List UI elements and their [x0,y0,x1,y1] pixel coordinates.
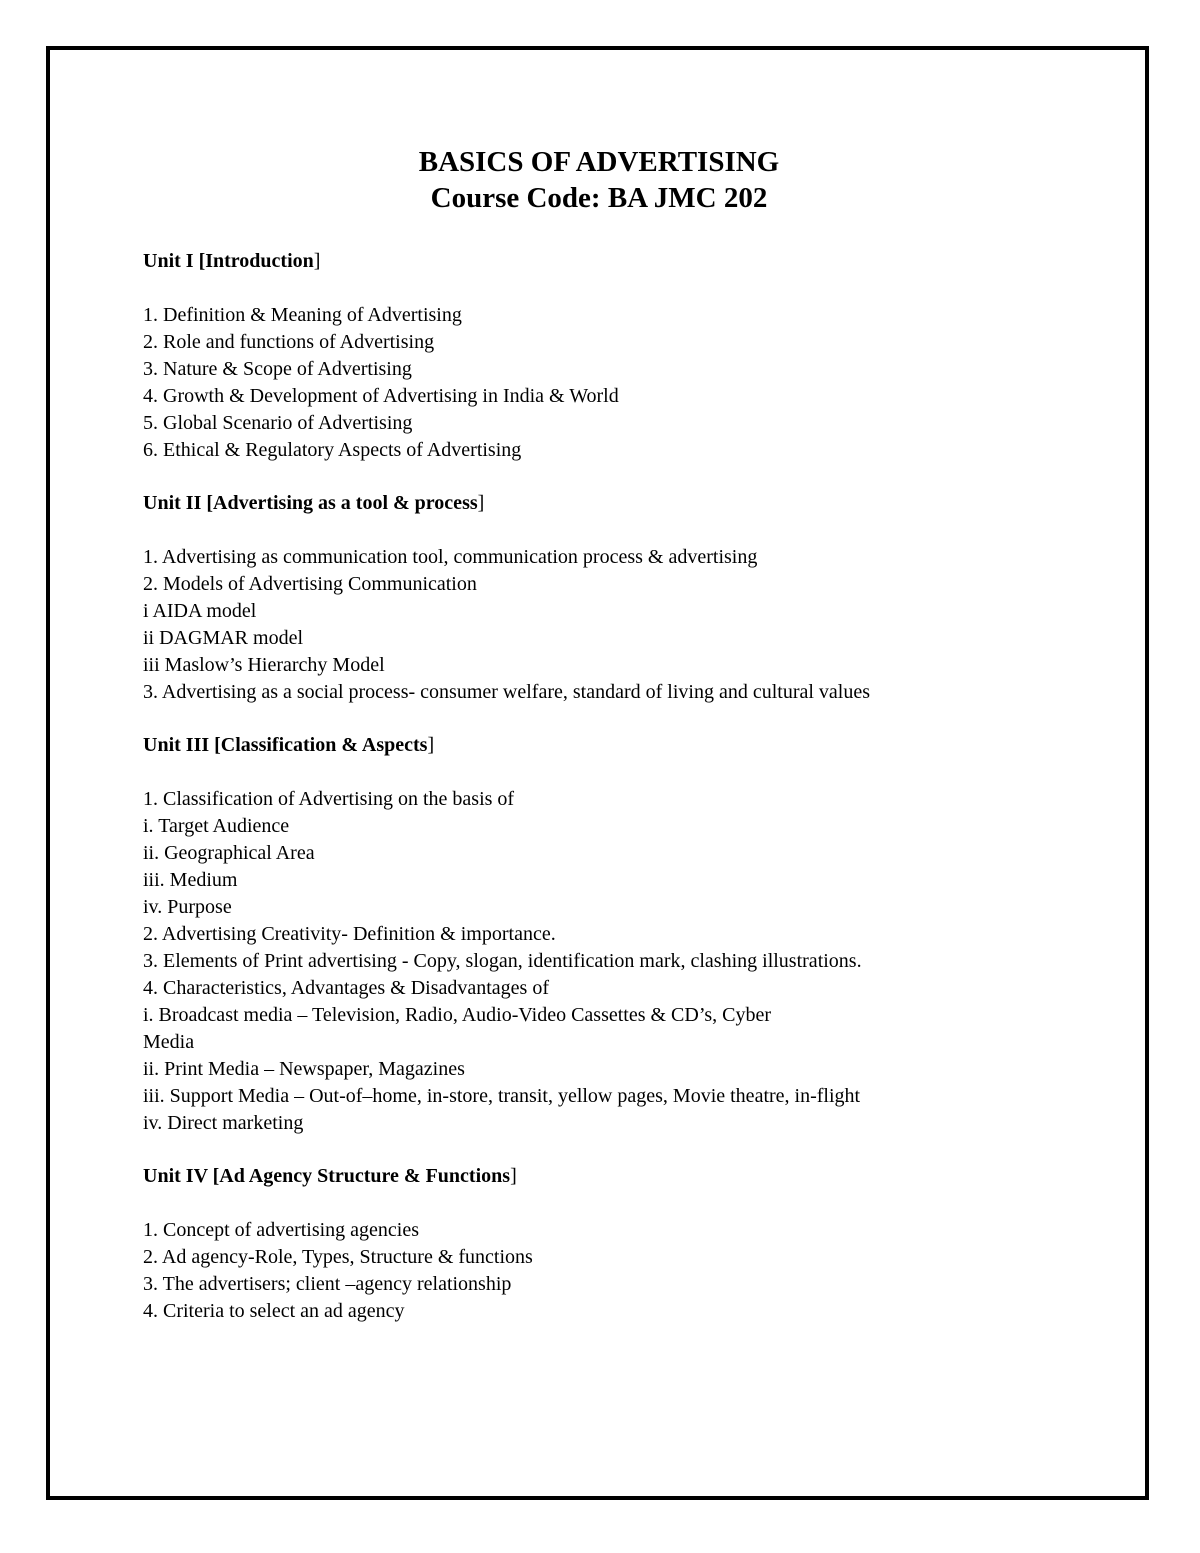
list-item: 2. Ad agency-Role, Types, Structure & functions [143,1246,533,1268]
unit-item-list [143,302,1073,464]
unit-section-4 [143,1163,1073,1325]
unit-item-list [143,544,1073,706]
list-item: 1. Advertising as communication tool, communication process & advertising [143,546,758,568]
unit-heading: Unit IV [Ad Agency Structure & Functions] [143,1165,517,1187]
list-item: iii. Medium [143,869,238,891]
unit-section-3 [143,732,1073,1137]
unit-section-2 [143,490,1073,706]
list-item: 3. Elements of Print advertising - Copy, slogan, identification mark, clashing illustrations. [143,950,862,972]
list-item: 3. The advertisers; client –agency relationship [143,1273,512,1295]
list-item: i AIDA model [143,600,257,622]
unit-heading: Unit II [Advertising as a tool & process] [143,492,485,514]
list-item: iv. Direct marketing [143,1112,304,1134]
list-item: iii Maslow’s Hierarchy Model [143,654,385,676]
list-item: iii. Support Media – Out-of–home, in-store, transit, yellow pages, Movie theatre, in-flight [143,1085,861,1107]
unit-item-list [143,786,1073,1137]
list-item: 4. Growth & Development of Advertising in India & World [143,385,619,407]
unit-section-1 [143,248,1073,464]
list-item: 2. Role and functions of Advertising [143,331,435,353]
unit-item-list [143,1217,1073,1325]
list-item: 5. Global Scenario of Advertising [143,412,413,434]
list-item: 3. Advertising as a social process- consumer welfare, standard of living and cultural values [143,681,871,703]
list-item: 1. Concept of advertising agencies [143,1219,420,1241]
list-item: 4. Characteristics, Advantages & Disadvantages of [143,977,549,999]
list-item: ii. Print Media – Newspaper, Magazines [143,1058,465,1080]
list-item: 1. Definition & Meaning of Advertising [143,304,462,326]
list-item: ii. Geographical Area [143,842,315,864]
document-content [143,144,1073,1325]
list-item: Media [143,1031,195,1053]
list-item: 2. Advertising Creativity- Definition & importance. [143,923,556,945]
list-item: ii DAGMAR model [143,627,303,649]
unit-heading: Unit III [Classification & Aspects] [143,734,435,756]
list-item: 4. Criteria to select an ad agency [143,1300,405,1322]
list-item: 6. Ethical & Regulatory Aspects of Advertising [143,439,522,461]
list-item: 1. Classification of Advertising on the basis of [143,788,515,810]
unit-heading: Unit I [Introduction] [143,250,321,272]
document-title: BASICS OF ADVERTISING [418,146,780,178]
list-item: 2. Models of Advertising Communication [143,573,477,595]
list-item: i. Target Audience [143,815,290,837]
list-item: iv. Purpose [143,896,232,918]
course-code: Course Code: BA JMC 202 [430,182,768,214]
list-item: 3. Nature & Scope of Advertising [143,358,412,380]
list-item: i. Broadcast media – Television, Radio, Audio-Video Cassettes & CD’s, Cyber [143,1004,772,1026]
